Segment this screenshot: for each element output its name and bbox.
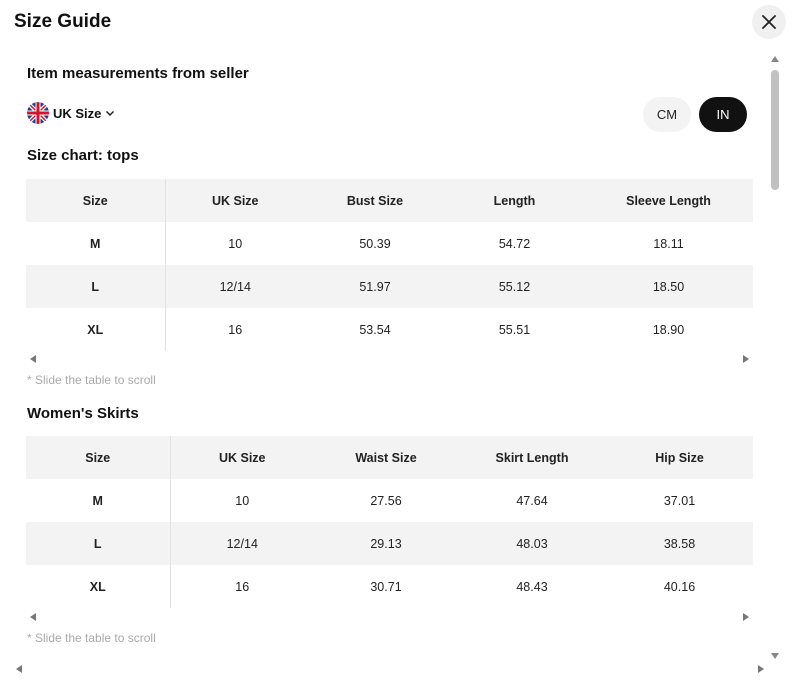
column-header: Size bbox=[26, 436, 170, 479]
table-cell: 37.01 bbox=[663, 493, 696, 508]
table-cell: 48.43 bbox=[516, 579, 548, 594]
table-row bbox=[26, 222, 753, 265]
column-header: Bust Size bbox=[305, 179, 445, 222]
table-cell: 55.12 bbox=[445, 265, 584, 308]
scroll-hint: * Slide the table to scroll bbox=[27, 631, 156, 645]
table-cell: 40.16 bbox=[663, 579, 696, 594]
table-cell: 16 bbox=[235, 579, 250, 594]
page-horizontal-scrollbar[interactable] bbox=[0, 662, 768, 676]
unit-in-button[interactable]: IN bbox=[699, 97, 747, 132]
column-header: Waist Size bbox=[314, 436, 458, 479]
table-cell: XL bbox=[26, 308, 165, 351]
table-row bbox=[26, 308, 753, 351]
dialog-title: Size Guide bbox=[14, 11, 112, 32]
column-header: Length bbox=[445, 179, 584, 222]
table-row bbox=[26, 265, 753, 308]
table-cell: M bbox=[26, 222, 165, 265]
skirts-size-table[interactable] bbox=[26, 436, 753, 608]
table-cell: 29.13 bbox=[314, 522, 458, 565]
table-cell: 53.54 bbox=[359, 322, 391, 337]
scroll-left-icon[interactable] bbox=[30, 613, 36, 621]
table-cell: L bbox=[26, 522, 170, 565]
scroll-track[interactable] bbox=[40, 615, 739, 619]
vertical-scrollbar[interactable] bbox=[768, 50, 782, 662]
table-cell: 16 bbox=[228, 322, 243, 337]
table-row bbox=[26, 565, 753, 608]
table-cell: XL bbox=[26, 565, 170, 608]
table-cell: 50.39 bbox=[359, 236, 391, 251]
scroll-up-icon[interactable] bbox=[771, 56, 779, 62]
table-cell: 51.97 bbox=[305, 265, 445, 308]
table-cell: 10 bbox=[228, 236, 243, 251]
unit-cm-button[interactable]: CM bbox=[643, 97, 691, 132]
column-header: Skirt Length bbox=[458, 436, 606, 479]
table-cell: 38.58 bbox=[606, 522, 753, 565]
size-system-label: UK Size bbox=[53, 105, 102, 121]
uk-flag-icon bbox=[27, 102, 49, 124]
skirts-table-scrollbar[interactable] bbox=[26, 611, 753, 623]
table-cell: 18.90 bbox=[652, 322, 685, 337]
tops-table-heading: Size chart: tops bbox=[27, 147, 139, 164]
scroll-track[interactable] bbox=[40, 357, 739, 361]
table-cell: L bbox=[26, 265, 165, 308]
table-cell: 18.11 bbox=[653, 236, 684, 251]
scroll-right-icon[interactable] bbox=[743, 613, 749, 621]
table-cell: 18.50 bbox=[584, 265, 753, 308]
table-cell: 48.03 bbox=[458, 522, 606, 565]
scroll-right-icon[interactable] bbox=[758, 665, 764, 673]
table-cell: 10 bbox=[235, 493, 250, 508]
scroll-left-icon[interactable] bbox=[16, 665, 22, 673]
table-header-row bbox=[26, 436, 753, 479]
scroll-left-icon[interactable] bbox=[30, 355, 36, 363]
close-button[interactable] bbox=[752, 5, 786, 39]
scroll-right-icon[interactable] bbox=[743, 355, 749, 363]
table-cell: M bbox=[26, 479, 170, 522]
size-system-select[interactable] bbox=[27, 102, 116, 124]
table-cell: 12/14 bbox=[165, 265, 305, 308]
table-cell: 47.64 bbox=[516, 493, 548, 508]
size-guide-content bbox=[0, 50, 768, 662]
table-cell: 54.72 bbox=[498, 236, 531, 251]
scroll-hint: * Slide the table to scroll bbox=[27, 373, 156, 387]
tops-size-table[interactable] bbox=[26, 179, 753, 351]
measurements-heading: Item measurements from seller bbox=[27, 65, 249, 82]
table-row bbox=[26, 479, 753, 522]
table-header-row bbox=[26, 179, 753, 222]
table-cell: 55.51 bbox=[498, 322, 531, 337]
skirts-table-heading: Women's Skirts bbox=[27, 405, 139, 422]
close-icon bbox=[762, 15, 776, 29]
column-header: UK Size bbox=[170, 436, 314, 479]
tops-table-scrollbar[interactable] bbox=[26, 353, 753, 365]
table-cell: 12/14 bbox=[170, 522, 314, 565]
column-header: Hip Size bbox=[606, 436, 753, 479]
table-cell: 30.71 bbox=[370, 579, 402, 594]
scroll-thumb[interactable] bbox=[771, 70, 779, 190]
column-header: Sleeve Length bbox=[584, 179, 753, 222]
column-header: Size bbox=[26, 179, 165, 222]
table-row bbox=[26, 522, 753, 565]
column-header: UK Size bbox=[165, 179, 305, 222]
chevron-down-icon bbox=[104, 107, 116, 119]
scroll-down-icon[interactable] bbox=[771, 653, 779, 659]
table-cell: 27.56 bbox=[370, 493, 402, 508]
